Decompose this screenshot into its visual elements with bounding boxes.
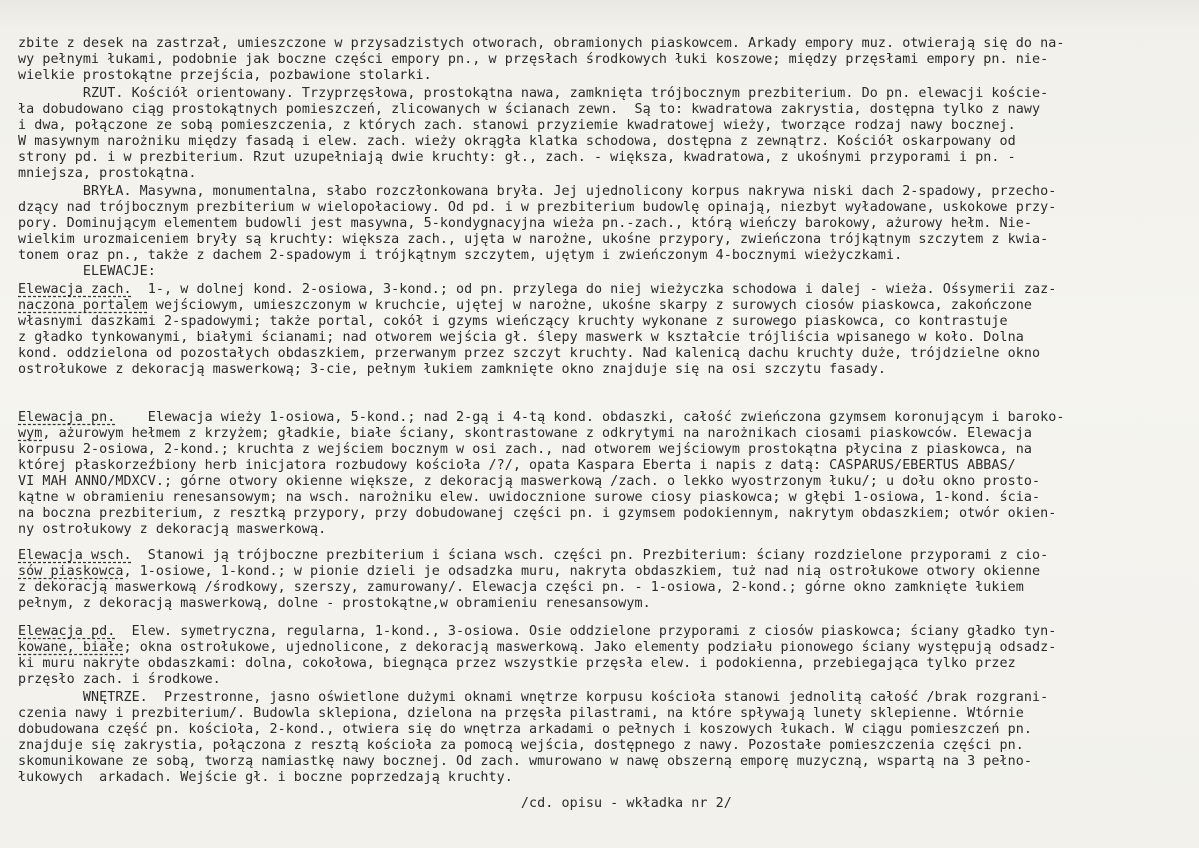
text-line (18, 458, 1016, 474)
text-line (18, 506, 1056, 522)
section-heading: wym (18, 426, 43, 441)
text-segment: której płaskorzeźbiony herb inicjatora rozbudowy kościoła /?/, opata Kaspara Eberta i napis z datą: CASPARUS/EBERTUS ABBAS/ (18, 458, 1016, 473)
text-segment: wejściowym, umieszczonym w kruchcie, ujętej w narożne, ukośne skarpy z surowych ciosów piaskowca, zakończone (147, 298, 1032, 313)
text-line (18, 330, 1024, 346)
text-segment: ki muru nakryte obdaszkami: dolna, cokołowa, biegnąca przez wszystkie przęsła elew. i podokienna, przebiegająca tylko przez (18, 656, 1016, 671)
text-line (18, 690, 1048, 706)
text-line (18, 596, 651, 612)
text-line (18, 102, 1040, 118)
text-line (18, 410, 1064, 426)
text-segment: kond. oddzielona od pozostałych obdaszkiem, przerwanym przez szczyt kruchty. Nad kalenicą dachu kruchty duże, trójdzielne okno (18, 346, 1041, 361)
text-segment: /cd. opisu - wkładka nr 2/ (18, 796, 732, 811)
text-line (18, 86, 1048, 102)
text-segment: Stanowi ją trójboczne prezbiterium i ściana wsch. części pn. Prezbiterium: ściany rozdzielone przyporami z cio- (131, 548, 1049, 563)
text-line (18, 640, 1056, 656)
text-line (18, 656, 1016, 672)
text-segment: ELEWACJE: (18, 264, 156, 279)
text-line (18, 248, 902, 264)
text-line (18, 36, 1064, 52)
text-segment: Elewacja wieży 1-osiowa, 5-kond.; nad 2-gą i 4-tą kond. obdaszki, całość zwieńczona gzymsem koronującym i baroko- (115, 410, 1065, 425)
text-line (18, 442, 1032, 458)
section-heading: Elewacja pd. (18, 624, 116, 639)
text-segment: dzący nad trójbocznym prezbiterium w wielopołaciowy. Od pd. i w prezbiterium budowlę opinają, niezbyt wyładowane, uskokowe przy- (18, 200, 1057, 215)
text-segment: wy pełnymi łukami, podobnie jak boczne części empory pn., w przęsłach środkowych łuki koszowe; między przęsłami empory pn. nie- (18, 52, 1049, 67)
text-segment: i dwa, połączone ze sobą pomieszczenia, z których zach. stanowi przyziemie kwadratowej wieży, tworzące rodzaj nawy bocznej. (18, 118, 1016, 133)
text-segment: wielkim urozmaiceniem bryły są kruchty: większa zach., ujęta w narożne, ukośne przypory, zwieńczona trójkątnym szczytem z kwia- (18, 232, 1049, 247)
text-line (18, 166, 196, 182)
text-segment: skomunikowane ze sobą, tworzą namiastkę nawy bocznej. Od zach. wmurowano w nawę obszerną emporę muzyczną, wspartą na 3 pełno- (18, 754, 1032, 769)
text-line (18, 118, 1016, 134)
text-segment: mniejsza, prostokątna. (18, 166, 197, 181)
text-line (18, 706, 1024, 722)
text-line (18, 522, 326, 538)
text-line (18, 150, 1016, 166)
section-heading: Elewacja zach. (18, 282, 132, 297)
text-segment: dobudowana część pn. kościoła, 2-kond., otwiera się do wnętrza arkadami o pełnych i koszowych łukach. W ciągu pomieszczeń pn. (18, 722, 1032, 737)
text-line (18, 548, 1048, 564)
text-segment: 1-, w dolnej kond. 2-osiowa, 3-kond.; od pn. przylega do niej wieżyczka schodowa i dalej - wieża. Ośsymerii zaz- (131, 282, 1057, 297)
text-line (18, 722, 1032, 738)
section-heading: Elewacja wsch. (18, 548, 132, 563)
text-line (18, 738, 1024, 754)
text-segment: ; okna ostrołukowe, ujednolicone, z dekoracją maswerkową. Jako elementy podziału pionowego ściany występują odsadz- (123, 640, 1057, 655)
text-segment: ny ostrołukowy z dekoracją maswerkową. (18, 522, 327, 537)
text-line (18, 134, 1016, 150)
text-line (18, 796, 732, 812)
text-segment: pełnym, z dekoracją maswerkową, dolne - prostokątne,w obramieniu renesansowym. (18, 596, 651, 611)
text-segment: własnymi daszkami 2-spadowymi; także portal, cokół i gzyms wieńczący kruchty wykonane z surowego piaskowca, co kontrastuje (18, 314, 1008, 329)
text-segment: łukowych arkadach. Wejście gł. i boczne poprzedzają kruchty. (18, 770, 513, 785)
text-segment: przęsło zach. i środkowe. (18, 672, 221, 687)
text-line (18, 672, 221, 688)
text-segment: WNĘTRZE. Przestronne, jasno oświetlone dużymi oknami wnętrze korpusu kościoła stanowi jednolitą całość /brak rozgrani- (18, 690, 1049, 705)
text-line (18, 624, 1056, 640)
text-line (18, 184, 1056, 200)
text-line (18, 754, 1032, 770)
text-segment: W masywnym narożniku między fasadą i elew. zach. wieży okrągła klatka schodowa, dostępna z zewnątrz. Kościół oskarpowany od (18, 134, 1016, 149)
text-segment: pory. Dominującym elementem budowli jest masywna, 5-kondygnacyjna wieża pn.-zach., którą wieńczy barokowy, ażurowy hełm. Nie- (18, 216, 1032, 231)
text-line (18, 216, 1032, 232)
text-line (18, 264, 156, 280)
text-segment: kątne w obramieniu renesansowym; na wsch. narożniku elew. uwidocznione surowe ciosy piaskowca; w głębi 1-osiowa, 1-kond. ścia- (18, 490, 1041, 505)
text-segment: RZUT. Kościół orientowany. Trzyprzęsłowa, prostokątna nawa, zamknięta trójbocznym prezbiterium. Do pn. elewacji koście- (18, 86, 1049, 101)
text-line (18, 426, 1032, 442)
text-line (18, 490, 1040, 506)
text-segment: BRYŁA. Masywna, monumentalna, słabo rozczłonkowana bryła. Jej ujednolicony korpus nakrywa niski dach 2-spadowy, przecho- (18, 184, 1057, 199)
text-segment: Elew. symetryczna, regularna, 1-kond., 3-osiowa. Osie oddzielone przyporami z ciosów piaskowca; ściany gładko tyn- (115, 624, 1057, 639)
text-line (18, 770, 513, 786)
text-segment: zbite z desek na zastrzał, umieszczone w przysadzistych otworach, obramionych piaskowcem. Arkady empory muz. otwierają się do na- (18, 36, 1065, 51)
text-line (18, 314, 1008, 330)
section-heading: Elewacja pn. (18, 410, 116, 425)
text-line (18, 52, 1048, 68)
text-segment: ła dobudowano ciąg prostokątnych pomieszczeń, zlicowanych w ścianach zewn. Są to: kwadratowa zakrystia, dostępna tylko z nawy (18, 102, 1041, 117)
text-segment: , ażurowym hełmem z krzyżem; gładkie, białe ściany, skontrastowane z odkrytymi na narożnikach ciosami piaskowców. Elewacja (42, 426, 1032, 441)
text-segment: strony pd. i w prezbiterium. Rzut uzupełniają dwie kruchty: gł., zach. - większa, kwadratowa, z ukośnymi przyporami i pn. - (18, 150, 1016, 165)
text-line (18, 232, 1048, 248)
text-segment: z gładko tynkowanymi, białymi ścianami; nad otworem wejścia gł. ślepy maswerk w kształcie trójliścia wpisanego w koło. Dolna (18, 330, 1024, 345)
text-line (18, 346, 1040, 362)
text-line (18, 68, 432, 84)
text-line (18, 362, 886, 378)
text-line (18, 200, 1056, 216)
text-segment: korpusu 2-osiowa, 2-kond.; kruchta z wejściem bocznym w osi zach., nad otworem wejściowym prostokątna płycina z piaskowca, na (18, 442, 1032, 457)
text-segment: czenia nawy i prezbiterium/. Budowla sklepiona, dzielona na przęsła pilastrami, na które spływają lunety sklepienne. Wtórnie (18, 706, 1024, 721)
text-segment: ostrołukowe z dekoracją maswerkową; 3-cie, pełnym łukiem zamknięte okno znajduje się na osi szczytu fasady. (18, 362, 886, 377)
text-segment: , 1-osiowe, 1-kond.; w pionie dzieli je odsadzka muru, nakryta obdaszkiem, tuż nad nią ostrołukowe otwory okienne (123, 564, 1041, 579)
text-segment: tonem oraz pn., także z dachem 2-spadowym i trójkątnym szczytem, ujętym i zwieńczonym 4-bocznymi wieżyczkami. (18, 248, 903, 263)
text-line (18, 580, 1024, 596)
section-heading: sów piaskowca (18, 564, 124, 579)
text-line (18, 298, 1032, 314)
section-heading: naczona portalem (18, 298, 148, 313)
text-segment: na boczna prezbiterium, z resztką przypory, przy dobudowanej części pn. i gzymsem podokiennym, nakrytym obdaszkiem; otwór okien- (18, 506, 1057, 521)
text-line (18, 474, 1040, 490)
section-heading: kowane, białe (18, 640, 124, 655)
text-line (18, 282, 1056, 298)
text-segment: z dekoracją maswerkową /środkowy, szerszy, zamurowany/. Elewacja części pn. - 1-osiowa, 2-kond.; górne okno zamknięte łukiem (18, 580, 1024, 595)
text-segment: wielkie prostokątne przejścia, pozbawione stolarki. (18, 68, 432, 83)
text-segment: VI MAH ANNO/MDXCV.; górne otwory okienne większe, z dekoracją maswerkową /zach. o lekko wyostrzonym łuku/; u dołu okno prosto- (18, 474, 1041, 489)
text-segment: znajduje się zakrystia, połączona z resztą kościoła za pomocą wejścia, dostępnego z nawy. Pozostałe pomieszczenia części pn. (18, 738, 1024, 753)
text-line (18, 564, 1040, 580)
